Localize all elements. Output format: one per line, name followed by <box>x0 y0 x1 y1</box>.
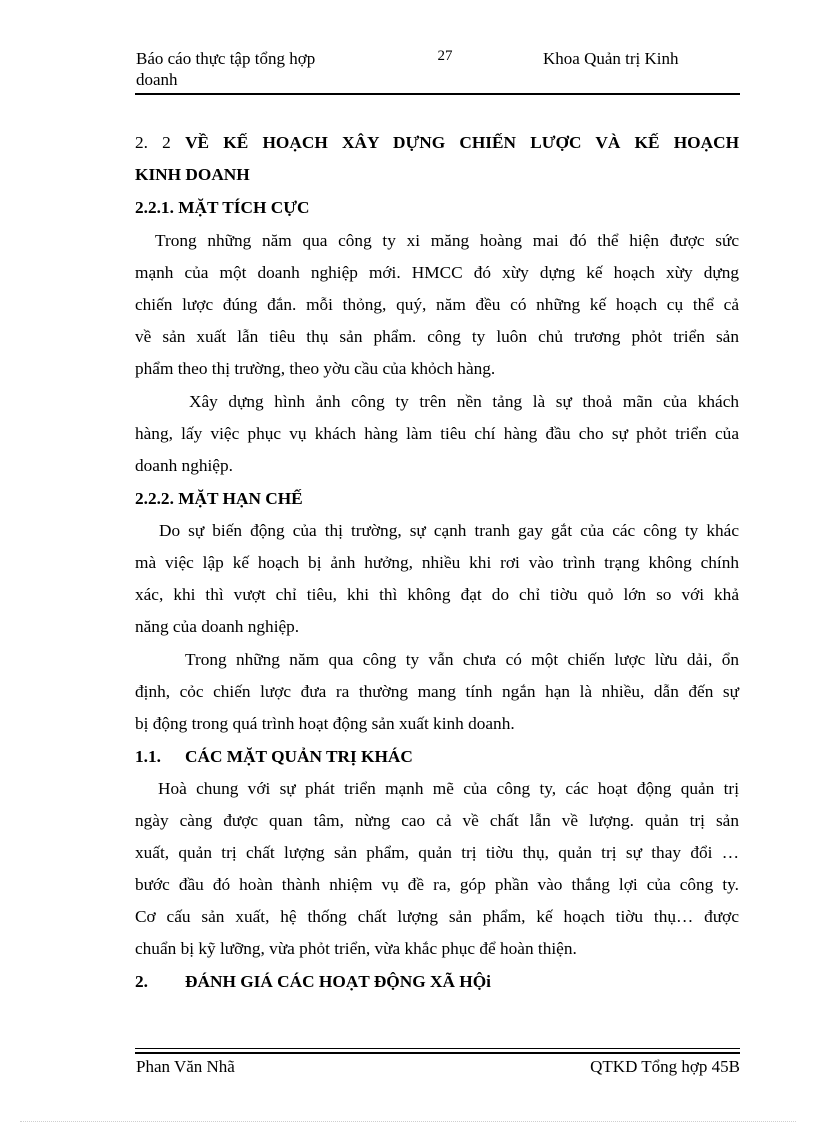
paragraph-line: bước đầu đó hoàn thành nhiệm vụ đề ra, góp phần vào thắng lợi của công ty. <box>135 875 739 894</box>
paragraph-line: Trong những năm qua công ty vẫn chưa có một chiến lược lừu dải, ổn <box>185 650 739 669</box>
footer-divider-thick <box>135 1052 740 1054</box>
section-2-2-title-line2: KINH DOANH <box>135 165 250 184</box>
section-2-heading <box>135 970 739 994</box>
paragraph-line: doanh nghiệp. <box>135 456 233 475</box>
footer-author: Phan Văn Nhã <box>136 1057 235 1076</box>
header-divider <box>135 93 740 95</box>
paragraph-line: mà việc lập kế hoạch bị ảnh hưởng, nhiều khi rơi vào trình trạng không chính <box>135 553 739 572</box>
paragraph-line: định, cỏc chiến lược đưa ra thường mang tính ngắn hạn là nhiều, dẫn đến sự <box>135 682 739 701</box>
section-1-1-number: 1.1. <box>135 747 161 766</box>
paragraph-line: Do sự biến động của thị trường, sự cạnh tranh gay gắt của các công ty khác <box>159 521 739 540</box>
footer-course: QTKD Tổng hợp 45B <box>590 1057 740 1076</box>
page-number: 27 <box>437 48 453 64</box>
section-2-2-title-line1 <box>135 131 739 155</box>
paragraph-line: Xây dựng hình ảnh công ty trên nền tảng là sự thoả mãn của khách <box>189 392 739 411</box>
section-1-1-heading <box>135 745 739 769</box>
paragraph-line: ngày càng được quan tâm, nừng cao cả về chất lẫn về lượng. quản trị sản <box>135 811 739 830</box>
paragraph-line: phẩm theo thị trường, theo yờu cầu của khỏch hàng. <box>135 359 496 378</box>
paragraph-line: hàng, lấy việc phục vụ khách hàng làm tiêu chí hàng đầu cho sự phỏt triển của <box>135 424 739 443</box>
section-2-2-2-heading: 2.2.2. MẶT HẠN CHẾ <box>135 489 303 508</box>
paragraph-line: năng của doanh nghiệp. <box>135 617 300 636</box>
section-2-number: 2. <box>135 972 148 991</box>
paragraph-line: Hoà chung với sự phát triển mạnh mẽ của công ty, các hoạt động quản trị <box>158 779 739 798</box>
paragraph-line: Trong những năm qua công ty xi măng hoàng mai đó thể hiện được sức <box>155 231 739 250</box>
header-left-line2: doanh <box>136 70 178 89</box>
header-right: Khoa Quản trị Kinh <box>543 49 679 68</box>
paragraph-line: Cơ cấu sản xuất, hệ thống chất lượng sản phẩm, kế hoạch tiờu thụ… được <box>135 907 739 926</box>
paragraph-line: xác, khi thì vượt chỉ tiêu, khi thì không đạt do chỉ tiờu quỏ lớn so với khả <box>135 585 739 604</box>
paragraph-line: chiến lược đúng đắn. mỗi thỏng, quý, năm đều có những kế hoạch cụ thể cả <box>135 295 739 314</box>
header-left <box>136 48 376 90</box>
section-2-2-number: 2. 2 <box>135 133 171 152</box>
section-2-2-title: VỀ KẾ HOẠCH XÂY DỰNG CHIẾN LƯỢC VÀ KẾ HOẠCH <box>185 133 740 152</box>
page-edge-divider <box>20 1121 796 1122</box>
section-2-2-1-heading: 2.2.1. MẶT TÍCH CỰC <box>135 198 310 217</box>
paragraph-line: mạnh của một doanh nghiệp mới. HMCC đó xừy dựng kế hoạch xừy dựng <box>135 263 739 282</box>
section-2-title: ĐÁNH GIÁ CÁC HOẠT ĐỘNG XÃ HỘi <box>185 972 491 991</box>
paragraph-line: xuất, quản trị chất lượng sản phẩm, quản trị tiờu thụ, quản trị sự thay đổi … <box>135 843 739 862</box>
paragraph-line: về sản xuất lẫn tiêu thụ sản phẩm. công ty luôn chủ trương phỏt triển sản <box>135 327 739 346</box>
paragraph-line: chuẩn bị kỹ lưỡng, vừa phỏt triển, vừa khắc phục để hoàn thiện. <box>135 939 577 958</box>
section-1-1-title: CÁC MẶT QUẢN TRỊ KHÁC <box>185 747 413 766</box>
header-left-line1: Báo cáo thực tập tổng hợp <box>136 49 316 68</box>
paragraph-line: bị động trong quá trình hoạt động sản xuất kinh doanh. <box>135 714 515 733</box>
footer-divider-thin <box>135 1048 740 1049</box>
